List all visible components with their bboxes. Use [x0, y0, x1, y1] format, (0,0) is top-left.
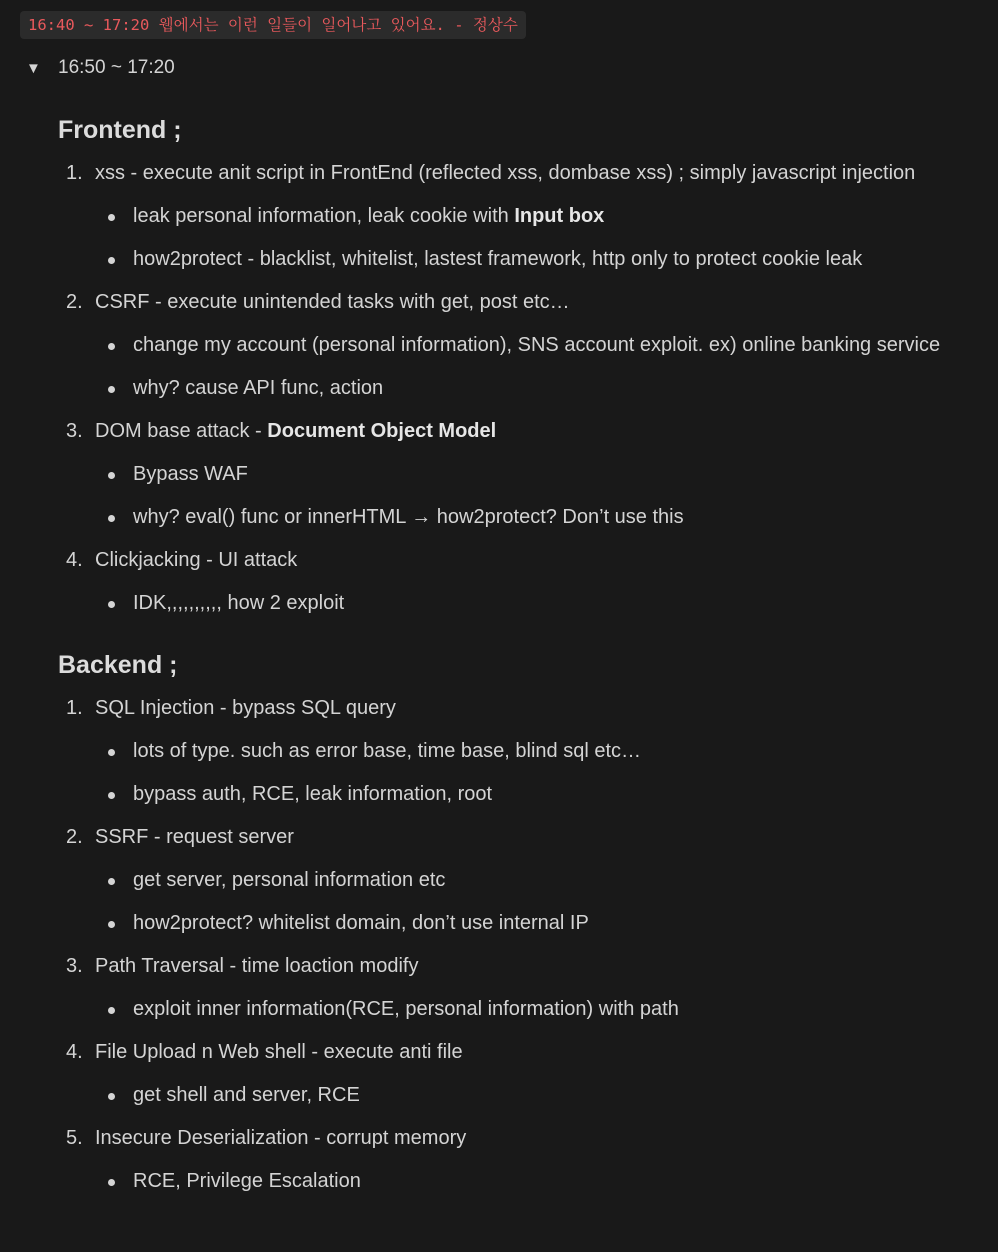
- bullet-text: get shell and server, RCE: [133, 1084, 360, 1106]
- toggle-block[interactable]: [26, 54, 175, 82]
- bullet-item: [95, 238, 978, 281]
- list-item-text: Clickjacking - UI attack: [95, 549, 298, 571]
- list-item: [58, 816, 978, 945]
- list-item: [58, 410, 978, 539]
- toggle-label: 16:50 ~ 17:20: [58, 57, 175, 78]
- bullet-text: why? cause API func, action: [133, 377, 384, 399]
- list-item-text: File Upload n Web shell - execute anti file: [95, 1041, 463, 1063]
- list-item-text: Path Traversal - time loaction modify: [95, 955, 419, 977]
- list-number: 4.: [66, 549, 83, 571]
- list-number: 4.: [66, 1041, 83, 1063]
- bullet-dot-icon: [108, 1007, 115, 1014]
- list-item: [58, 687, 978, 816]
- bullet-item: [95, 582, 978, 625]
- bullet-item: [95, 1074, 978, 1117]
- bullet-dot-icon: [108, 1179, 115, 1186]
- list-item-text: SSRF - request server: [95, 826, 294, 848]
- bullet-text: leak personal information, leak cookie with: [133, 205, 515, 227]
- list-item-text: xss - execute anit script in FrontEnd (reflected xss, dombase xss) ; simply javascript injection: [95, 162, 916, 184]
- bullet-dot-icon: [108, 601, 115, 608]
- bullet-text: how2protect - blacklist, whitelist, lastest framework, http only to protect cookie leak: [133, 248, 863, 270]
- bullet-dot-icon: [108, 792, 115, 799]
- list-item: [58, 945, 978, 1031]
- bullet-dot-icon: [108, 472, 115, 479]
- list-item: [58, 281, 978, 410]
- backend-list: [58, 687, 978, 1203]
- bullet-text: exploit inner information(RCE, personal information) with path: [133, 998, 679, 1020]
- frontend-section: [58, 108, 978, 625]
- bullet-dot-icon: [108, 515, 115, 522]
- bullet-text: Bypass WAF: [133, 463, 248, 485]
- bullet-item: [95, 324, 978, 367]
- inline-code-header: 16:40 ~ 17:20 웹에서는 이런 일들이 일어나고 있어요. - 정상수: [20, 11, 526, 39]
- bullet-text: how2protect? whitelist domain, don’t use internal IP: [133, 912, 589, 934]
- list-item-text: [95, 410, 978, 453]
- list-number: 2.: [66, 291, 83, 313]
- bullet-text: change my account (personal information), SNS account exploit. ex) online banking service: [133, 334, 941, 356]
- bullet-item: [95, 453, 978, 496]
- list-item-text-plain: DOM base attack -: [95, 420, 268, 442]
- list-item: [58, 1117, 978, 1203]
- list-item-text-bold: Document Object Model: [267, 420, 497, 442]
- list-item: [58, 539, 978, 625]
- bullet-item: [95, 367, 978, 410]
- bullet-text: get server, personal information etc: [133, 869, 446, 891]
- bullet-dot-icon: [108, 1093, 115, 1100]
- bullet-dot-icon: [108, 921, 115, 928]
- bullet-item: [95, 902, 978, 945]
- toggle-content: [58, 108, 978, 1203]
- bullet-dot-icon: [108, 386, 115, 393]
- bullet-item: [95, 195, 978, 238]
- bullet-item: [95, 496, 978, 539]
- list-item: [58, 152, 978, 281]
- bullet-text: lots of type. such as error base, time base, blind sql etc…: [133, 740, 642, 762]
- bullet-item: [95, 730, 978, 773]
- bullet-item: [95, 1160, 978, 1203]
- bullet-item: [95, 773, 978, 816]
- list-number: 3.: [66, 955, 83, 977]
- list-item-text: SQL Injection - bypass SQL query: [95, 697, 396, 719]
- bullet-dot-icon: [108, 257, 115, 264]
- list-item: [58, 1031, 978, 1117]
- frontend-list: [58, 152, 978, 625]
- list-number: 5.: [66, 1127, 83, 1149]
- bullet-bold-text: Input box: [514, 205, 605, 227]
- bullet-item: [95, 988, 978, 1031]
- bullet-item: [95, 859, 978, 902]
- list-number: 2.: [66, 826, 83, 848]
- bullet-dot-icon: [108, 749, 115, 756]
- triangle-down-icon[interactable]: ▼: [26, 59, 41, 77]
- bullet-dot-icon: [108, 343, 115, 350]
- list-number: 1.: [66, 697, 83, 719]
- bullet-text: IDK,,,,,,,,,, how 2 exploit: [133, 592, 345, 614]
- bullet-text: bypass auth, RCE, leak information, root: [133, 783, 493, 805]
- backend-section: [58, 643, 978, 1203]
- bullet-dot-icon: [108, 214, 115, 221]
- list-number: 1.: [66, 162, 83, 184]
- bullet-text: why? eval() func or innerHTML → how2protect? Don’t use this: [133, 506, 684, 528]
- list-item-text: CSRF - execute unintended tasks with get, post etc…: [95, 291, 570, 313]
- list-item-text: Insecure Deserialization - corrupt memory: [95, 1127, 467, 1149]
- bullet-dot-icon: [108, 878, 115, 885]
- frontend-heading: Frontend ;: [58, 116, 182, 144]
- list-number: 3.: [66, 420, 83, 442]
- bullet-text: RCE, Privilege Escalation: [133, 1170, 361, 1192]
- backend-heading: Backend ;: [58, 651, 178, 679]
